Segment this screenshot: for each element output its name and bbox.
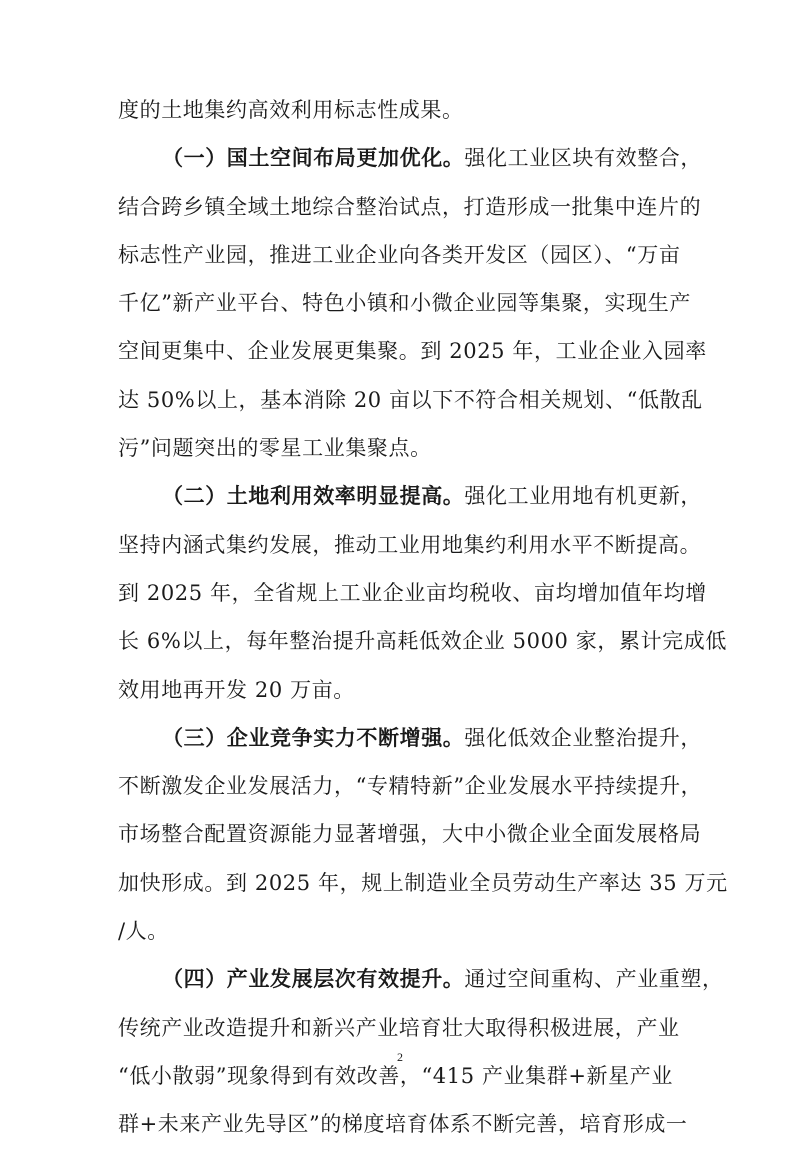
text-line: 效用地再开发 20 万亩。	[118, 677, 355, 702]
document-body	[118, 86, 728, 1149]
text-line: 加快形成。到 2025 年，规上制造业全员劳动生产率达 35 万元	[118, 870, 728, 895]
text-run: 强化低效企业整治提升，	[464, 725, 703, 750]
text-line: “低小散弱”现象得到有效改善，“415 产业集群+新星产业	[118, 1063, 673, 1088]
paragraph-first-line	[118, 955, 724, 1003]
text-line: 达 50%以上，基本消除 20 亩以下不符合相关规划、“低散乱	[118, 387, 703, 412]
text-line: /人。	[118, 919, 169, 944]
section-heading: （三）企业竞争实力不断增强。	[162, 724, 465, 750]
text-line: 不断激发企业发展活力，“专精特新”企业发展水平持续提升，	[118, 774, 703, 799]
section-heading: （一）国土空间布局更加优化。	[162, 145, 465, 171]
text-run: 强化工业用地有机更新，	[464, 484, 703, 509]
page-number: 2	[397, 1050, 403, 1064]
text-line: 千亿”新产业平台、特色小镇和小微企业园等集聚，实现生产	[118, 291, 691, 316]
paragraph-first-line	[118, 472, 703, 520]
text-line: 污”问题突出的零星工业集聚点。	[118, 436, 432, 461]
paragraph-first-line	[118, 714, 703, 762]
text-run: 强化工业区块有效整合，	[464, 146, 703, 171]
text-line: 度的土地集约高效利用标志性成果。	[118, 98, 464, 122]
text-line: 群+未来产业先导区”的梯度培育体系不断完善，培育形成一	[118, 1112, 688, 1137]
text-line: 坚持内涵式集约发展，推动工业用地集约利用水平不断提高。	[118, 532, 702, 557]
text-line: 传统产业改造提升和新兴产业培育壮大取得积极进展，产业	[118, 1015, 680, 1040]
section-heading: （四）产业发展层次有效提升。	[162, 966, 465, 992]
text-line: 到 2025 年，全省规上工业企业亩均税收、亩均增加值年均增	[118, 580, 707, 605]
text-line: 空间更集中、企业发展更集聚。到 2025 年，工业企业入园率	[118, 339, 707, 364]
text-run: 通过空间重构、产业重塑，	[464, 967, 724, 992]
text-line: 长 6%以上，每年整治提升高耗低效企业 5000 家，累计完成低	[118, 629, 727, 654]
section-heading: （二）土地利用效率明显提高。	[162, 483, 465, 509]
text-line: 市场整合配置资源能力显著增强，大中小微企业全面发展格局	[118, 822, 702, 847]
text-line: 结合跨乡镇全域土地综合整治试点，打造形成一批集中连片的	[118, 194, 702, 219]
paragraph-first-line	[118, 134, 703, 182]
text-line: 标志性产业园，推进工业企业向各类开发区（园区）、“万亩	[118, 242, 681, 267]
